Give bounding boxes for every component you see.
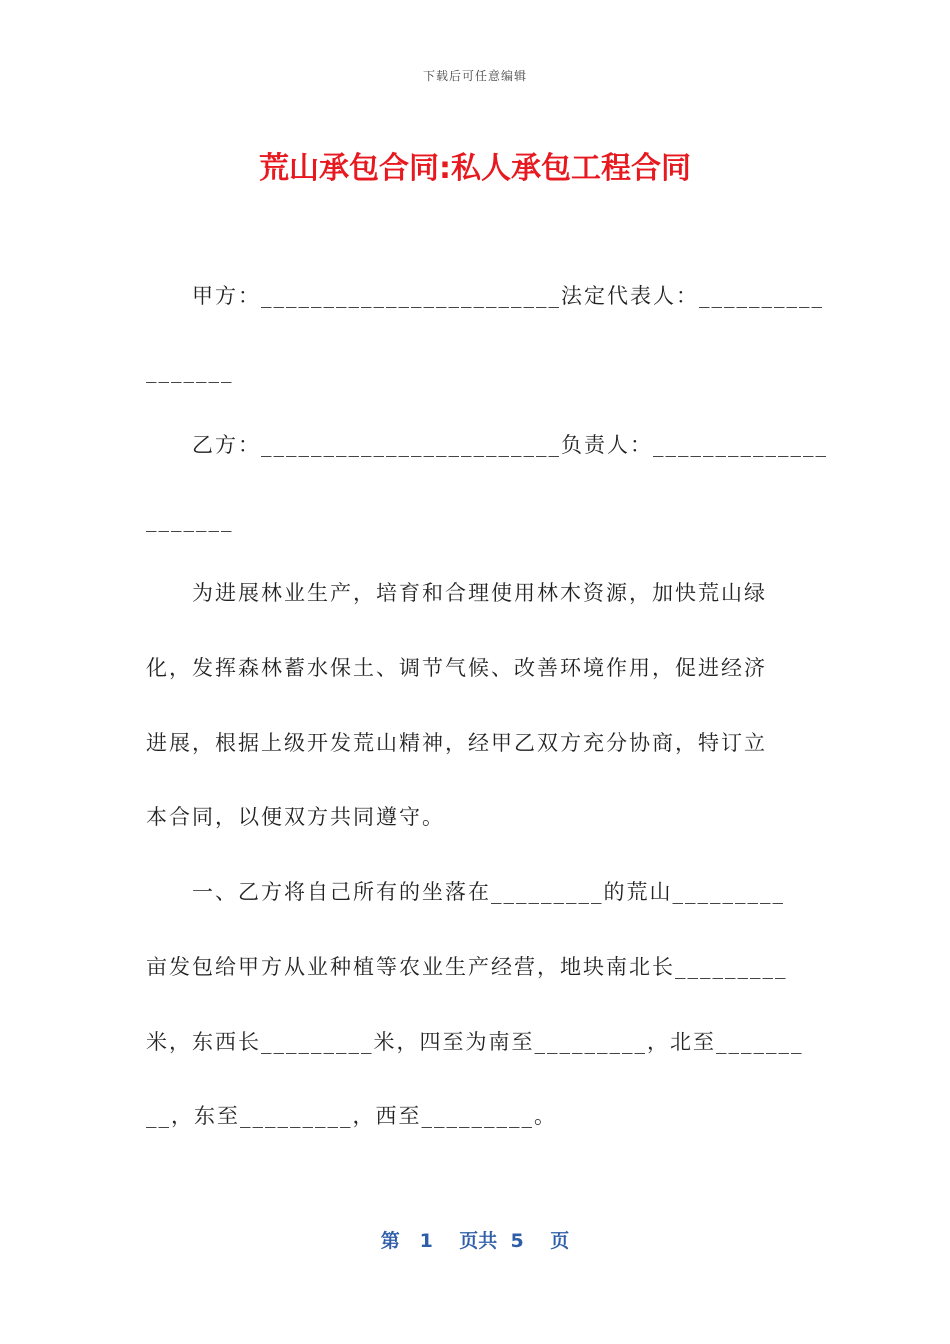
paragraph-line: 进展，根据上级开发荒山精神，经甲乙双方充分协商，特订立 [146, 731, 767, 755]
paragraph-line: 化，发挥森林蓄水保土、调节气候、改善环境作用，促进经济 [146, 656, 767, 680]
footer-prefix: 第 [380, 1230, 400, 1252]
party-a-line: 甲方：________________________法定代表人：__________ [146, 284, 824, 308]
clause-line: 一、乙方将自己所有的坐落在_________的荒山_________ [146, 880, 785, 904]
clause-line: 亩发包给甲方从业种植等农业生产经营，地块南北长_________ [146, 955, 788, 979]
clause-line: __，东至_________，西至_________。 [146, 1104, 557, 1128]
footer-suffix: 页 [550, 1230, 570, 1252]
party-a-line-cont: _______ [146, 359, 234, 383]
footer-middle: 页共 [459, 1230, 498, 1252]
paragraph-line: 本合同，以便双方共同遵守。 [146, 805, 445, 829]
footer-total-pages: 5 [510, 1230, 524, 1252]
party-b-line-cont: _______ [146, 508, 234, 532]
clause-line: 米，东西长_________米，四至为南至_________，北至_______ [146, 1030, 804, 1054]
paragraph-line: 为进展林业生产，培育和合理使用林木资源，加快荒山绿 [146, 581, 767, 605]
document-title: 荒山承包合同:私人承包工程合同 [259, 151, 691, 186]
party-b-line: 乙方：________________________负责人：______________ [146, 433, 828, 457]
footer-page-number: 1 [419, 1230, 433, 1252]
page-footer [0, 1226, 950, 1253]
header-note: 下载后可任意编辑 [422, 69, 527, 83]
